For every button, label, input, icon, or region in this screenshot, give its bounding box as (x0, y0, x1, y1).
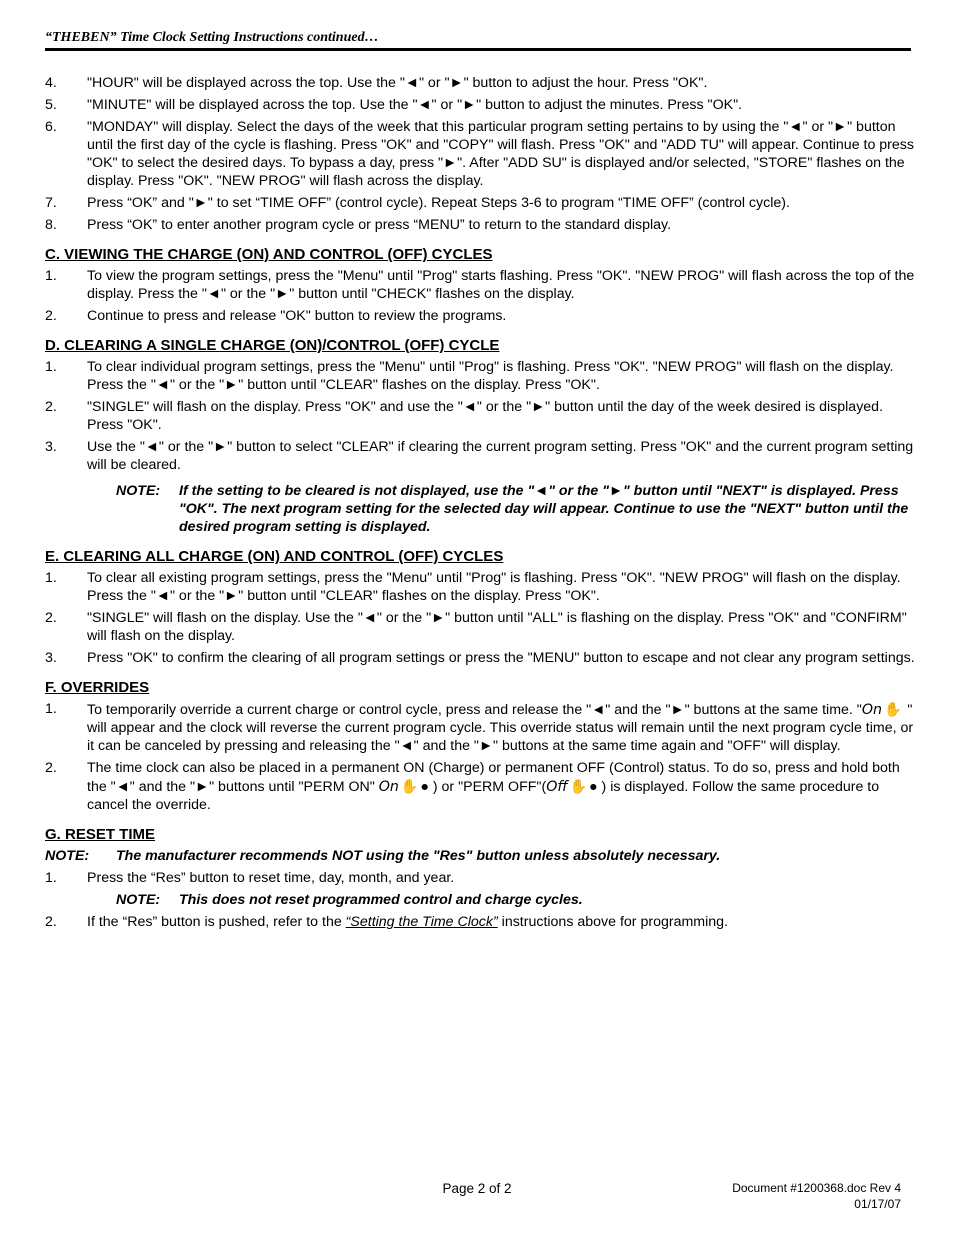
intro-steps (45, 74, 915, 234)
section-g-steps (45, 869, 915, 887)
list-item: 1. To clear individual program settings, press the "Menu" until "Prog" is flashing. Press "OK". "NEW PROG" will flash on the display. Press the "◄" or the "►" button until "CLEAR" flashes on the display. Press "OK". (45, 359, 894, 393)
section-e-title: E. CLEARING ALL CHARGE (ON) AND CONTROL (OFF) CYCLES (45, 548, 504, 565)
list-item: 4. "HOUR" will be displayed across the top. Use the "◄" or "►" button to adjust the hour. Press "OK". (45, 75, 708, 91)
dot-icon: ● (589, 779, 598, 795)
section-g-steps-2 (45, 913, 915, 931)
dot-icon: ● (420, 779, 429, 795)
section-g-note (45, 847, 915, 865)
list-item: 2. If the “Res” button is pushed, refer to the “Setting the Time Clock” instructions above for programming. (45, 914, 728, 930)
list-item: 5. "MINUTE" will be displayed across the top. Use the "◄" or "►" button to adjust the minutes. Press "OK". (45, 97, 743, 113)
document-id: Document #1200368.doc Rev 4 (732, 1181, 901, 1195)
note-text: This does not reset programmed control and charge cycles. (179, 892, 583, 908)
hand-icon: ✋ (569, 778, 588, 794)
section-d-title: D. CLEARING A SINGLE CHARGE (ON)/CONTROL (OFF) CYCLE (45, 337, 500, 354)
list-item: 1. To view the program settings, press the "Menu" until "Prog" starts flashing. Press "OK". "NEW PROG" will flash across the top of the display. Press the "◄" or the "►" button until "CHECK" flashes on the display. (45, 268, 915, 302)
section-f-title: F. OVERRIDES (45, 679, 150, 696)
list-item: 2. The time clock can also be placed in a permanent ON (Charge) or permanent OFF (Control) status. To do so, press and hold both the "◄" and the "►" buttons until "PERM ON" On ✋ ● ) or "PERM OFF"(Off ✋ ● ) is displayed. Follow the same procedure to cancel the override. (45, 760, 900, 813)
list-item: 1. Press the “Res” button to reset time, day, month, and year. (45, 870, 455, 886)
note-text: If the setting to be cleared is not displayed, use the "◄" or the "►" button until "NEXT" is displayed. Press "OK". The next program setting for the selected day will appear. Continue to use the "NEXT" button until the desired program setting is displayed. (179, 483, 909, 535)
list-item: 3. Use the "◄" or the "►" button to select "CLEAR" if clearing the current program setting. Press "OK" and the current program setting will be cleared. (45, 439, 914, 473)
section-c-title: C. VIEWING THE CHARGE (ON) AND CONTROL (OFF) CYCLES (45, 246, 493, 263)
section-e-steps (45, 569, 915, 667)
note-text: The manufacturer recommends NOT using the "Res" button unless absolutely necessary. (116, 848, 721, 864)
list-item: 7. Press “OK” and "►" to set “TIME OFF” (control cycle). Repeat Steps 3-6 to program “TIME OFF” (control cycle). (45, 195, 790, 211)
list-item: 6. "MONDAY" will display. Select the days of the week that this particular program setting pertains to by using the "◄" or "►" button until the first day of the cycle is flashing. Press "OK" and "COPY" will flash. Press "OK" and "ADD TU" will appear. Continue to press "OK" to select the desired days. To bypass a day, press "►". After "ADD SU" is displayed and/or selected, "STORE" flashes on the display. Press "OK". "NEW PROG" will flash across the display. (45, 119, 914, 189)
page-number: Page 2 of 2 (442, 1181, 512, 1196)
document-info (732, 1180, 901, 1212)
section-g-title: G. RESET TIME (45, 826, 156, 843)
setting-time-clock-link[interactable]: “Setting the Time Clock” (345, 914, 498, 930)
list-item: 2. Continue to press and release "OK" button to review the programs. (45, 308, 507, 324)
document-body (45, 74, 915, 935)
list-item: 2. "SINGLE" will flash on the display. Use the "◄" or the "►" button until "ALL" is flashing on the display. Press "OK" and "CONFIRM" will flash on the display. (45, 610, 907, 644)
on-indicator: On (378, 779, 399, 795)
list-item: 3. Press "OK" to confirm the clearing of all program settings or press the "MENU" button to escape and not clear any program settings. (45, 650, 915, 666)
list-item: 1. To temporarily override a current charge or control cycle, press and release the "◄" and the "►" buttons at the same time. "On ✋ " will appear and the clock will reverse the current program cycle. This override status will remain until the next program cycle time, or it can be canceled by pressing and releasing the "◄" and the "►" buttons at the same time again and "OFF" will display. (45, 701, 914, 754)
section-c-steps (45, 267, 915, 325)
section-d-steps (45, 358, 915, 474)
off-indicator: Off (546, 779, 568, 795)
hand-icon: ✋ (884, 701, 902, 717)
section-d-note (45, 482, 915, 536)
on-indicator: On (861, 702, 882, 718)
note-label: NOTE: (45, 848, 90, 864)
list-item: 2. "SINGLE" will flash on the display. Press "OK" and use the "◄" or the "►" button until the day of the week desired is displayed. Press "OK". (45, 399, 884, 433)
section-f-steps (45, 700, 915, 814)
section-g-note-2 (45, 891, 915, 909)
note-label: NOTE: (116, 892, 161, 908)
document-date: 01/17/07 (854, 1197, 901, 1211)
list-item: 8. Press “OK” to enter another program cycle or press “MENU” to return to the standard display. (45, 217, 672, 233)
list-item: 1. To clear all existing program settings, press the "Menu" until "Prog" is flashing. Press "OK". "NEW PROG" will flash on the display. Press the "◄" or the "►" button until "CLEAR" flashes on the display. Press "OK". (45, 570, 901, 604)
page-header: “THEBEN” Time Clock Setting Instructions continued… (45, 29, 911, 51)
note-label: NOTE: (116, 483, 161, 499)
hand-icon: ✋ (400, 778, 419, 794)
